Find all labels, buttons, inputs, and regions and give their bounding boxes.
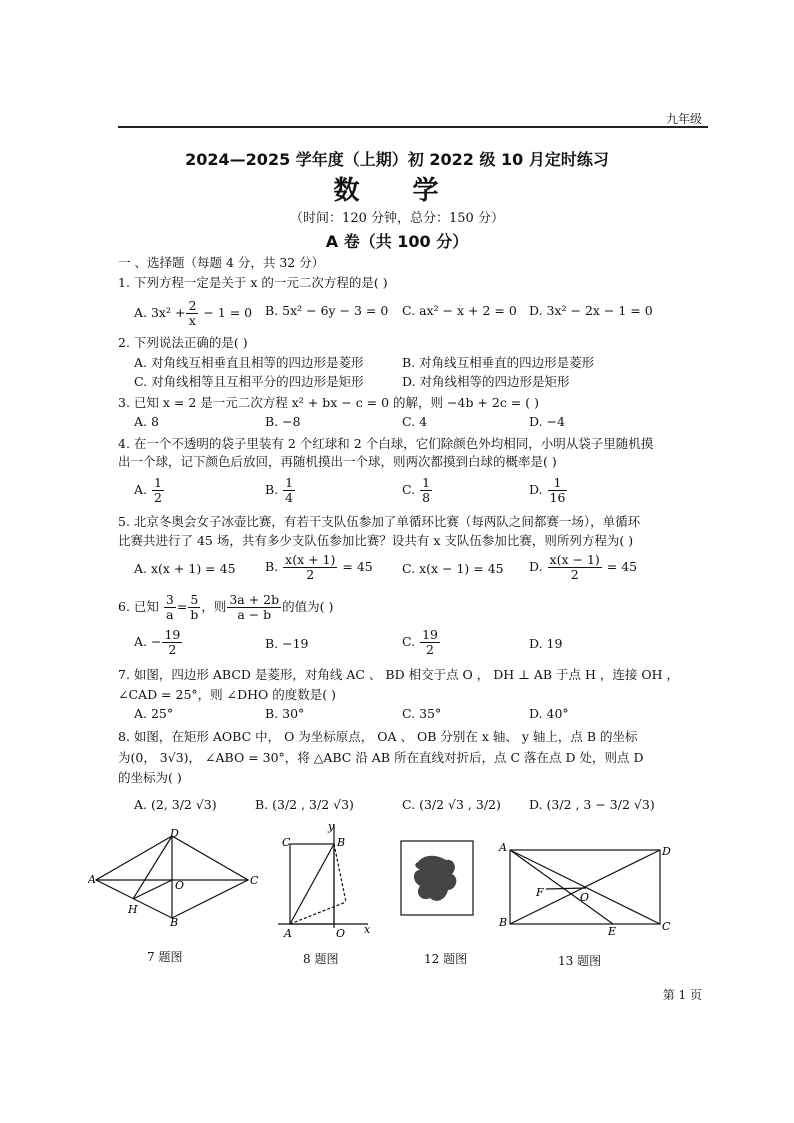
q1-stem: 1. 下列方程一定是关于 x 的一元二次方程的是( ) <box>118 275 388 290</box>
q2-option-d: D. 对角线相等的四边形是矩形 <box>402 374 570 389</box>
label-B: B <box>170 916 179 926</box>
figure-7-caption: 7 题图 <box>147 950 183 964</box>
q2-stem: 2. 下列说法正确的是( ) <box>118 335 248 350</box>
figure-13-caption: 13 题图 <box>558 954 602 968</box>
label-D: D <box>170 827 179 840</box>
q8-stem-line1: 8. 如图，在矩形 AOBC 中， O 为坐标原点， OA 、 OB 分别在 x 轴、 y 轴上，点 B 的坐标 <box>118 729 638 744</box>
exam-title: 2024—2025 学年度（上期）初 2022 级 10 月定时练习 <box>185 150 609 169</box>
label-A: A <box>499 841 507 854</box>
q7-option-a: A. 25° <box>134 706 174 721</box>
label-A: A <box>284 927 292 940</box>
figure-8-rectangle-axes <box>276 820 376 940</box>
q4-option-d: D. $\frac{1}{16}$ <box>529 475 566 505</box>
q6-option-d: D. 19 <box>529 636 563 651</box>
label-A: A <box>88 873 96 886</box>
q5-option-a: A. x(x + 1) = 45 <box>134 561 236 576</box>
q8-stem-line2: 为(0， 3√3)， ∠ABO = 30°，将 △ABC 沿 AB 所在直线对折后，点 C 落在点 D 处，则点 D <box>118 750 644 765</box>
page-number: 第 1 页 <box>662 988 702 1002</box>
q7-option-d: D. 40° <box>529 706 569 721</box>
q2-option-b: B. 对角线互相垂直的四边形是菱形 <box>402 355 595 370</box>
q2-option-c: C. 对角线相等且互相平分的四边形是矩形 <box>134 374 364 389</box>
figure-7-rhombus <box>88 826 263 926</box>
q7-option-b: B. 30° <box>265 706 305 721</box>
q5-option-b: B. $\frac{x(x + 1)}{2}$ = 45 <box>265 552 373 582</box>
header-rule <box>118 126 708 128</box>
label-H: H <box>128 903 138 916</box>
label-D: D <box>662 845 671 858</box>
figure-13-rectangle-fold <box>496 838 676 936</box>
q8-option-c: C. (3/2 √3 , 3/2) <box>402 797 501 812</box>
q1-option-d: D. 3x² − 2x − 1 = 0 <box>529 303 653 318</box>
label-O: O <box>175 879 185 892</box>
label-C: C <box>662 920 671 933</box>
q7-stem-line2: ∠CAD = 25°，则 ∠DHO 的度数是( ) <box>118 687 336 702</box>
q8-option-d: D. (3/2 , 3 − 3/2 √3) <box>529 797 655 812</box>
part-a-title: A 卷（共 100 分） <box>325 232 469 251</box>
q6-stem: 6. 已知 $\frac{3}{a}$ = $\frac{5}{b}$ ，则 $\frac{3a + 2b}{a - b}$ 的值为( ) <box>118 592 334 622</box>
q3-option-c: C. 4 <box>402 414 428 429</box>
q5-option-d: D. $\frac{x(x - 1)}{2}$ = 45 <box>529 552 638 582</box>
q3-option-a: A. 8 <box>134 414 159 429</box>
label-O: O <box>336 927 346 940</box>
q5-option-c: C. x(x − 1) = 45 <box>402 561 504 576</box>
q7-stem-line1: 7. 如图，四边形 ABCD 是菱形，对角线 AC 、 BD 相交于点 O ， DH ⊥ AB 于点 H ，连接 OH ， <box>118 667 679 682</box>
figure-8-caption: 8 题图 <box>303 952 339 966</box>
q4-stem-line2: 出一个球，记下颜色后放回，再随机摸出一个球，则两次都摸到白球的概率是( ) <box>118 454 557 469</box>
label-x: x <box>364 923 371 936</box>
q1-option-c: C. ax² − x + 2 = 0 <box>402 303 517 318</box>
q3-stem: 3. 已知 x = 2 是一元二次方程 x² + bx − c = 0 的解，则 −4b + 2c = ( ) <box>118 395 539 410</box>
section-heading: 一 、选择题（每题 4 分，共 32 分） <box>118 255 325 270</box>
label-C: C <box>250 874 259 887</box>
q1-option-a: A. 3x² + $\frac{2}{x}$ − 1 = 0 <box>134 298 253 328</box>
label-B: B <box>337 836 346 849</box>
label-F: F <box>536 886 544 899</box>
q2-option-a: A. 对角线互相垂直且相等的四边形是菱形 <box>134 355 364 370</box>
label-O: O <box>580 891 590 904</box>
q7-option-c: C. 35° <box>402 706 442 721</box>
q8-option-a: A. (2, 3/2 √3) <box>134 797 217 812</box>
label-y: y <box>328 820 335 833</box>
q8-stem-line3: 的坐标为( ) <box>118 770 182 785</box>
inkblot-shape <box>414 856 456 901</box>
q4-option-a: A. $\frac{1}{2}$ <box>134 475 162 505</box>
label-E: E <box>608 925 617 936</box>
q4-stem-line1: 4. 在一个不透明的袋子里装有 2 个红球和 2 个白球，它们除颜色外均相同，小明从袋子里随机摸 <box>118 436 654 451</box>
label-B: B <box>499 916 508 929</box>
q6-option-c: C. $\frac{19}{2}$ <box>402 627 438 657</box>
figure-12-inkblot-square <box>400 840 474 916</box>
q4-option-b: B. $\frac{1}{4}$ <box>265 475 294 505</box>
q8-option-b: B. (3/2 , 3/2 √3) <box>255 797 354 812</box>
label-C: C <box>282 836 291 849</box>
figure-12-caption: 12 题图 <box>424 952 468 966</box>
q3-option-b: B. −8 <box>265 414 301 429</box>
q4-option-c: C. $\frac{1}{8}$ <box>402 475 431 505</box>
q5-stem-line2: 比赛共进行了 45 场，共有多少支队伍参加比赛？设共有 x 支队伍参加比赛，则所列方程为( ) <box>118 533 634 548</box>
grade-label: 九年级 <box>665 112 702 126</box>
exam-time-info: （时间：120 分钟，总分：150 分） <box>290 211 504 226</box>
q3-option-d: D. −4 <box>529 414 565 429</box>
subject-title: 数 学 <box>333 176 461 206</box>
q1-option-b: B. 5x² − 6y − 3 = 0 <box>265 303 389 318</box>
q6-option-a: A. − $\frac{19}{2}$ <box>134 627 181 657</box>
q5-stem-line1: 5. 北京冬奥会女子冰壶比赛，有若干支队伍参加了单循环比赛（每两队之间都赛一场），单循环 <box>118 514 641 529</box>
q6-option-b: B. −19 <box>265 636 309 651</box>
